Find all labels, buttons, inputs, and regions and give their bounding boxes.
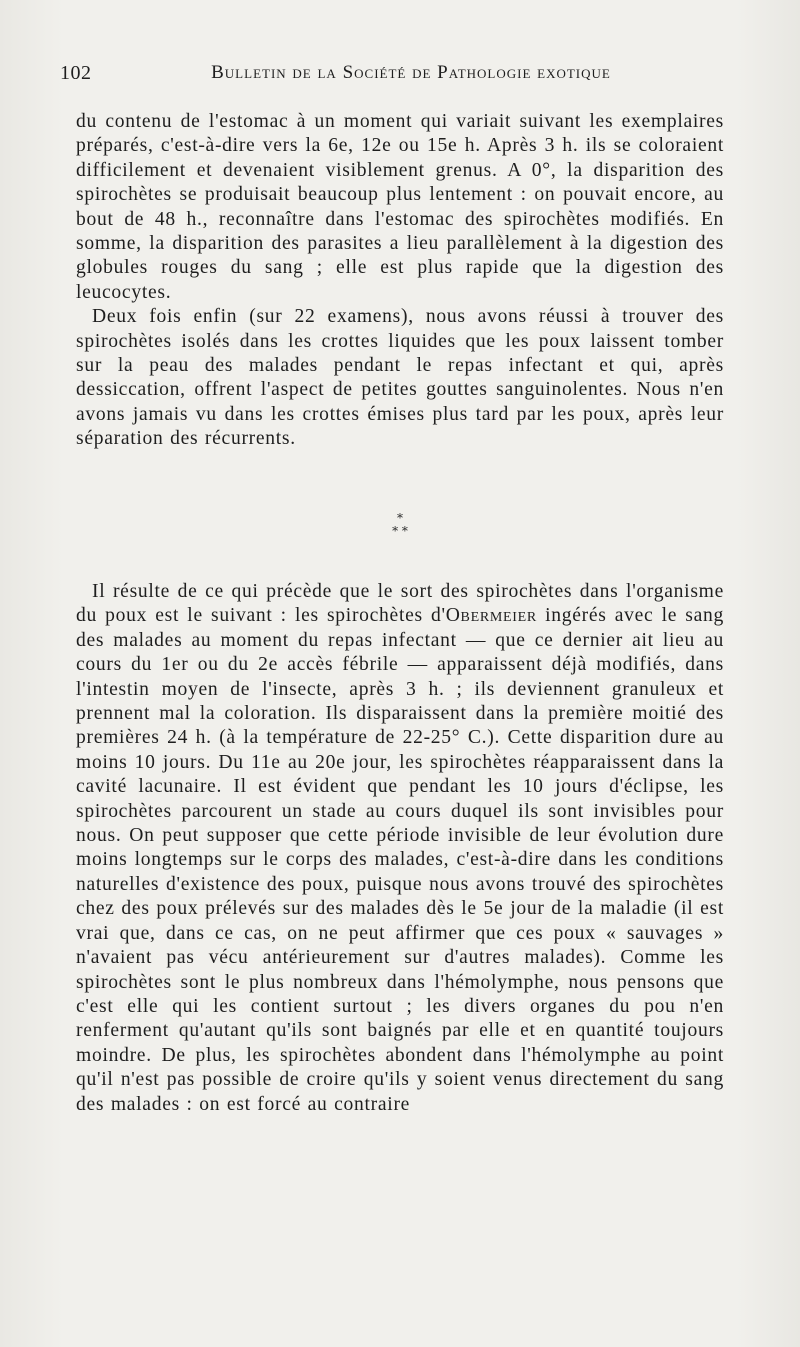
- page-number: 102: [60, 62, 92, 84]
- conclusion-part-1: Il résulte de ce qui précède que le sort des spirochètes dans l'organisme du poux est le suivant : les spirochètes d': [76, 581, 724, 627]
- paragraph-conclusion: [76, 580, 724, 1117]
- running-title: Bulletin de la Société de Pathologie exotique: [211, 62, 611, 83]
- asterism-bottom: * *: [392, 524, 408, 538]
- paragraph-stomach-digestion: du contenu de l'estomac à un moment qui variait suivant les exemplaires préparés, c'est-à-dire vers la 6e, 12e ou 15e h. Après 3 h. ils se coloraient difficilement et devenaient visiblement grenus. A 0°, la disparition des spirochètes se produisait beaucoup plus lentement : on pouvait encore, au bout de 48 h., reconnaître dans l'estomac des spirochètes modifiés. En somme, la disparition des parasites a lieu parallèlement à la digestion des globules rouges du sang ; elle est plus rapide que la digestion des leucocytes.: [76, 111, 724, 303]
- asterism-top: *: [397, 511, 403, 525]
- section-asterism: [0, 512, 800, 548]
- author-name-obermeier: Obermeier: [445, 605, 537, 627]
- page-header: [60, 62, 730, 90]
- text-block-top: [76, 110, 724, 452]
- conclusion-part-2: ingérés avec le sang des malades au moment du repas infectant — que ce dernier ait lieu au cours du 1er ou du 2e accès fébrile — apparaissent déjà modifiés, dans l'intestin moyen de l'insecte, après 3 h. ; ils deviennent granuleux et prennent mal la coloration. Ils disparaissent dans la première moitié des premières 24 h. (à la température de 22-25° C.). Cette disparition dure au moins 10 jours. Du 11e au 20e jour, les spirochètes réapparaissent dans la cavité lacunaire. Il est évident que pendant les 10 jours d'éclipse, les spirochètes parcourent un stade au cours duquel ils sont invisibles pour nous. On peut supposer que cette période invisible de leur évolution dure moins longtemps sur le corps des malades, c'est-à-dire dans les conditions naturelles d'existence des poux, puisque nous avons trouvé des spirochètes chez des poux prélevés sur des malades dès le 5e jour de la maladie (il est vrai que, dans ce cas, on ne peut affirmer que ces poux « sauvages » n'avaient pas vécu antérieurement sur d'autres malades). Comme les spirochètes sont le plus nombreux dans l'hémolymphe, nous pensons que c'est elle qui les contient surtout ; les divers organes du pou n'en renferment qu'autant qu'ils sont baignés par elle et en quantité toujours moindre. De plus, les spirochètes abondent dans l'hémolymphe au point qu'il n'est pas possible de croire qu'ils y soient venus directement du sang des malades : on est forcé au contraire: [76, 605, 724, 1115]
- text-block-bottom: [76, 580, 724, 1117]
- paragraph-droppings: Deux fois enfin (sur 22 examens), nous avons réussi à trouver des spirochètes isolés dans les crottes liquides que les poux laissent tomber sur la peau des malades pendant le repas infectant et qui, après dessiccation, offrent l'aspect de petites gouttes sanguinolentes. Nous n'en avons jamais vu dans les crottes émises plus tard par les poux, après leur séparation des récurrents.: [76, 306, 724, 450]
